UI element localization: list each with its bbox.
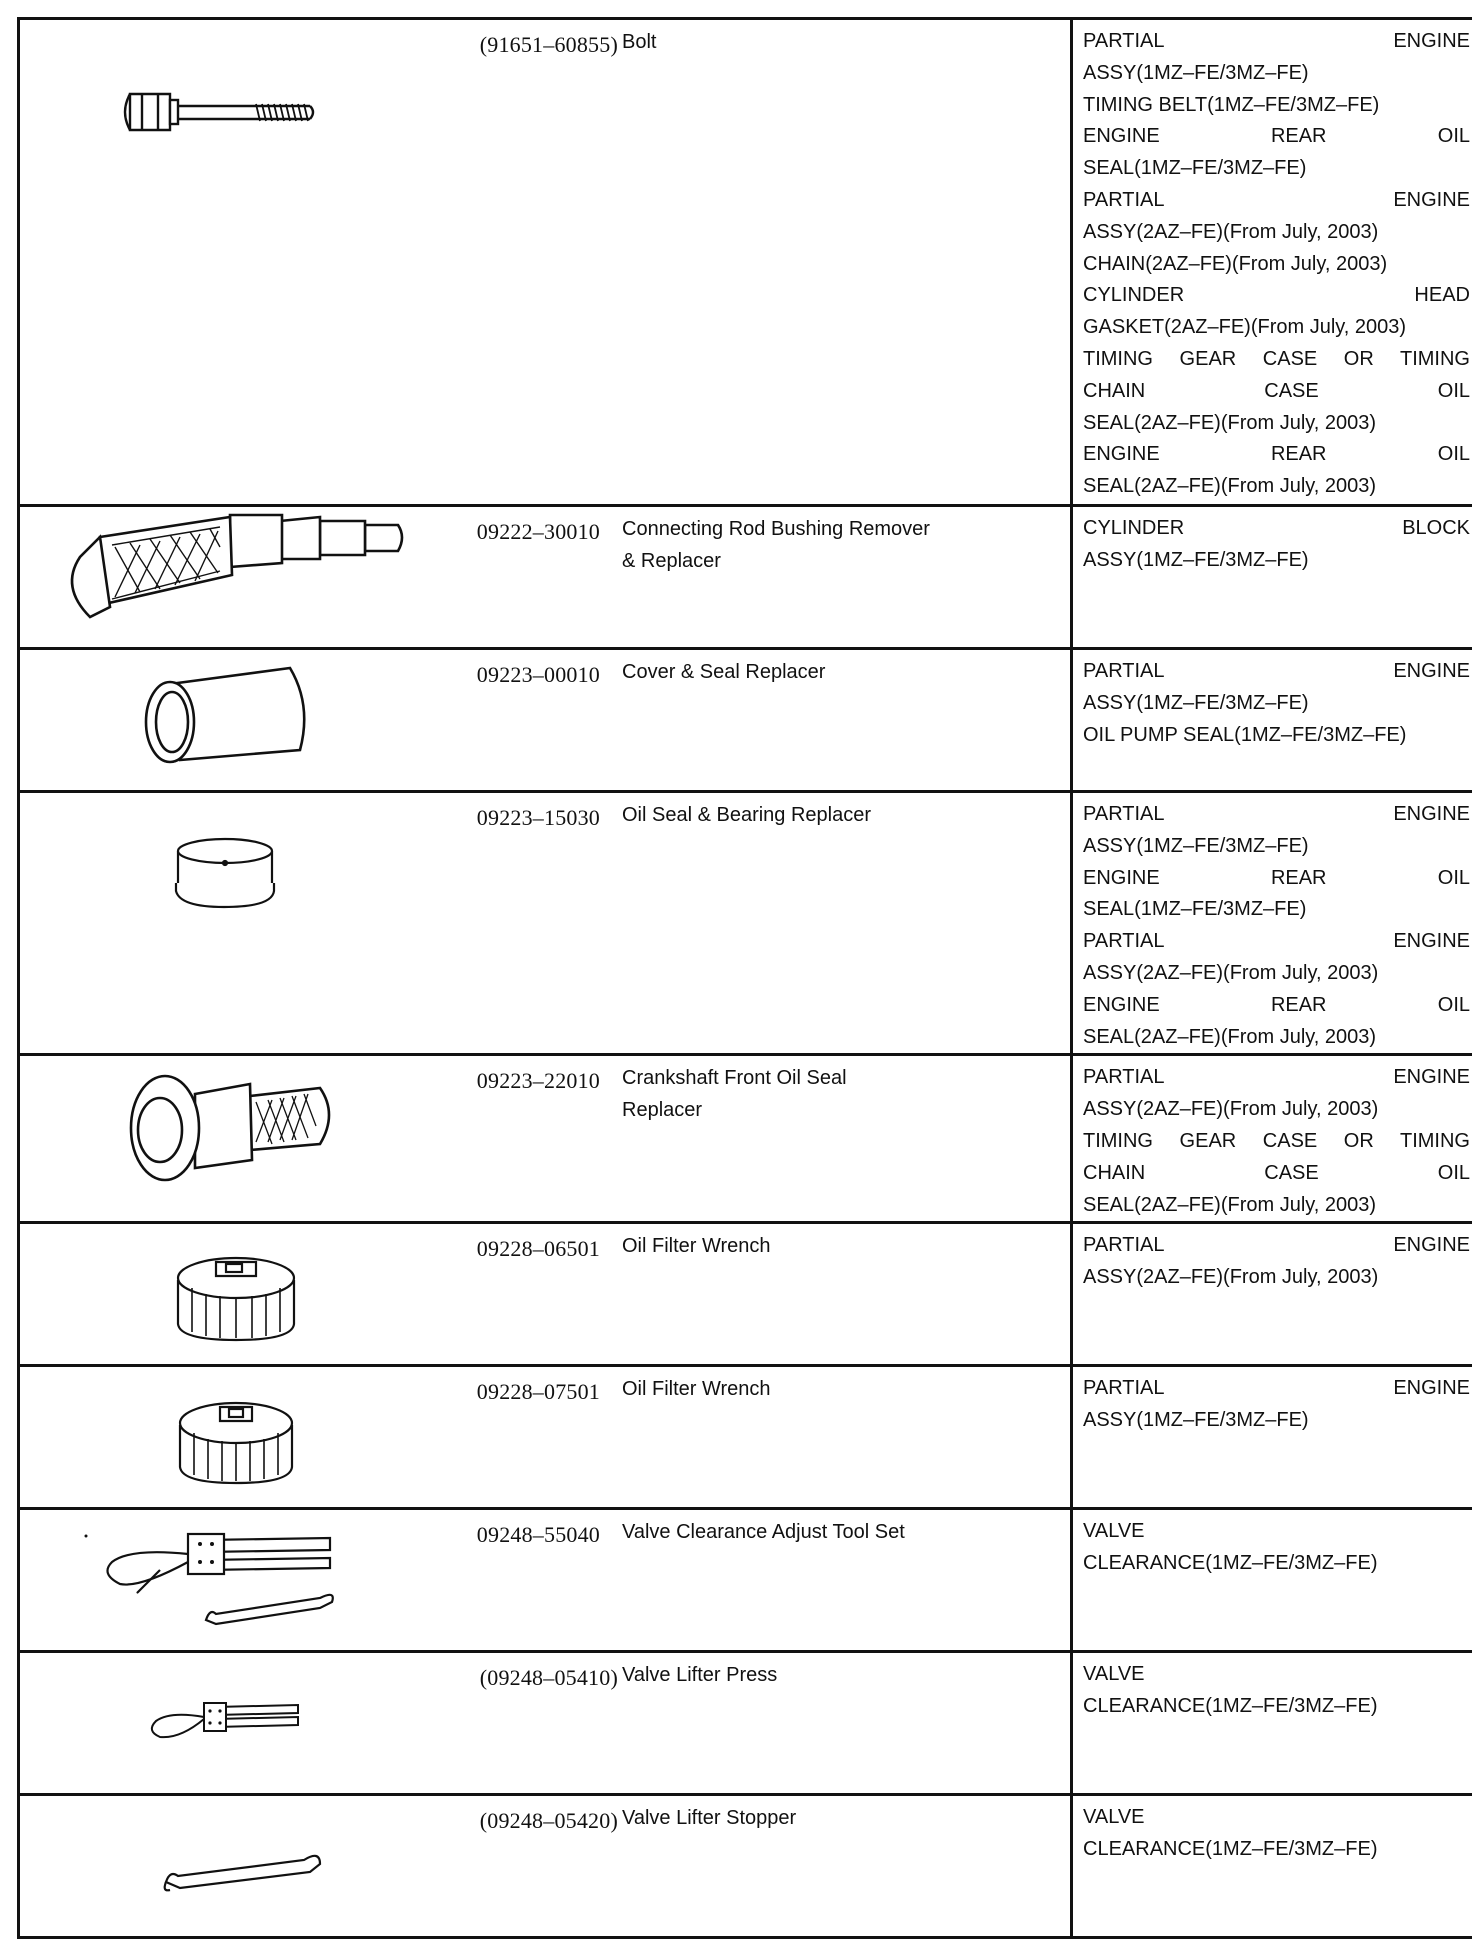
- part-number: (09248–05420): [479, 1808, 618, 1834]
- seal-replacer-icon: [20, 1056, 420, 1219]
- part-number: (91651–60855): [479, 32, 618, 57]
- usage-cell: PARTIAL ENGINE ASSY(2AZ–FE)(From July, 2003): [1072, 1223, 1472, 1366]
- tool-name: Valve Lifter Stopper: [622, 1807, 797, 1830]
- usage-cell: VALVE CLEARANCE(1MZ–FE/3MZ–FE): [1072, 1652, 1472, 1795]
- usage-cell: PARTIAL ENGINE ASSY(2AZ–FE)(From July, 2003) TIMING GEAR CASE OR TIMING CHAIN CASE OIL SEAL(2AZ–FE)(From July, 2003): [1072, 1055, 1472, 1223]
- part-number: 09222–30010: [476, 519, 600, 544]
- bolt-icon: [20, 20, 420, 504]
- tool-name: Oil Filter Wrench: [622, 1235, 771, 1258]
- tool-name: Crankshaft Front Oil Seal Replacer: [622, 1067, 847, 1122]
- table-row: [19, 1795, 1472, 1938]
- table-row: [19, 1055, 1472, 1223]
- part-number: 09223–15030: [476, 805, 600, 830]
- bearing-cup-icon: [20, 793, 420, 1053]
- special-service-tools-table: [17, 17, 1472, 1939]
- valve-lifter-press-icon: [20, 1653, 420, 1793]
- usage-cell: VALVE CLEARANCE(1MZ–FE/3MZ–FE): [1072, 1795, 1472, 1938]
- valve-tool-set-icon: [20, 1510, 420, 1650]
- table-row: [19, 649, 1472, 792]
- tool-name: Connecting Rod Bushing Remover & Replacer: [622, 518, 930, 572]
- usage-cell: PARTIAL ENGINE ASSY(1MZ–FE/3MZ–FE): [1072, 1366, 1472, 1509]
- oil-filter-wrench-icon: [20, 1224, 420, 1364]
- table-row: [19, 792, 1472, 1055]
- part-number: (09248–05410): [479, 1665, 618, 1691]
- part-number: 09228–07501: [476, 1379, 600, 1405]
- part-number: 09228–06501: [476, 1236, 600, 1262]
- part-number: 09223–00010: [476, 662, 600, 687]
- table-row: [19, 19, 1472, 506]
- bushing-remover-icon: [20, 507, 420, 647]
- part-number: 09223–22010: [476, 1068, 600, 1094]
- cylinder-sleeve-icon: [20, 650, 420, 790]
- table-row: [19, 1366, 1472, 1509]
- tool-name: Valve Clearance Adjust Tool Set: [622, 1521, 905, 1544]
- oil-filter-wrench-icon: [20, 1367, 420, 1507]
- table-row: [19, 1509, 1472, 1652]
- part-number: 09248–55040: [476, 1522, 600, 1548]
- usage-cell: VALVE CLEARANCE(1MZ–FE/3MZ–FE): [1072, 1509, 1472, 1652]
- tool-name: Valve Lifter Press: [622, 1664, 778, 1687]
- usage-cell: CYLINDER BLOCK ASSY(1MZ–FE/3MZ–FE): [1072, 506, 1472, 649]
- usage-cell: PARTIAL ENGINE ASSY(1MZ–FE/3MZ–FE) OIL PUMP SEAL(1MZ–FE/3MZ–FE): [1072, 649, 1472, 792]
- usage-cell: PARTIAL ENGINE ASSY(1MZ–FE/3MZ–FE) ENGINE REAR OIL SEAL(1MZ–FE/3MZ–FE) PARTIAL ENGINE ASSY(2AZ–FE)(From July, 2003) ENGINE REAR OIL SEAL(2AZ–FE)(From July, 2003): [1072, 792, 1472, 1055]
- table-row: [19, 506, 1472, 649]
- usage-cell: PARTIAL ENGINE ASSY(1MZ–FE/3MZ–FE) TIMING BELT(1MZ–FE/3MZ–FE) ENGINE REAR OIL SEAL(1MZ–FE/3MZ–FE) PARTIAL ENGINE ASSY(2AZ–FE)(From July, 2003) CHAIN(2AZ–FE)(From July, 2003) CYLINDER HEAD GASKET(2AZ–FE)(From July, 2003) TIMING GEAR CASE OR TIMING CHAIN CASE OIL SEAL(2AZ–FE)(From July, 2003) ENGINE REAR OIL SEAL(2AZ–FE)(From July, 2003): [1072, 19, 1472, 506]
- tool-name: Oil Filter Wrench: [622, 1378, 771, 1401]
- tool-name: Cover & Seal Replacer: [622, 661, 826, 683]
- valve-lifter-stopper-icon: [20, 1796, 420, 1936]
- tool-name: Oil Seal & Bearing Replacer: [622, 804, 872, 826]
- table-row: [19, 1652, 1472, 1795]
- table-row: [19, 1223, 1472, 1366]
- tool-name: Bolt: [622, 31, 657, 53]
